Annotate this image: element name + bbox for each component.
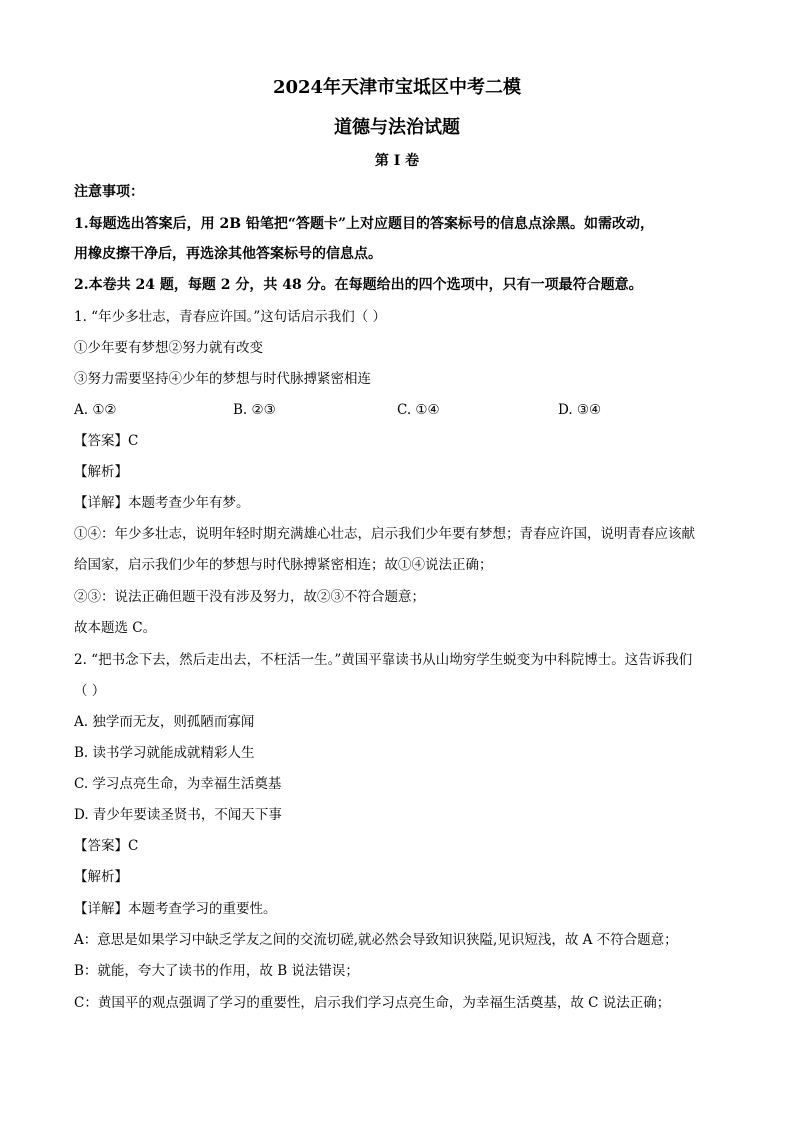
notice-item-2: 2.本卷共 24 题，每题 2 分，共 48 分。在每题给出的四个选项中，只有一项最符合题意。 — [74, 277, 643, 293]
q1-answer: 【答案】C — [74, 433, 139, 449]
q2-explanation-c: C：黄国平的观点强调了学习的重要性，启示我们学习点亮生命，为幸福生活奠基，故 C 说法正确； — [74, 995, 671, 1011]
q2-option-a: A. 独学而无友，则孤陋而寡闻 — [74, 714, 255, 730]
q1-stem: 1. “年少多壮志，青春应许国。”这句话启示我们（ ） — [74, 309, 387, 325]
q1-option-b: B. ②③ — [233, 402, 276, 418]
q1-statements-1: ①少年要有梦想②努力就有改变 — [74, 340, 263, 356]
q1-conclusion: 故本题选 C。 — [74, 620, 157, 636]
q2-explanation-b: B：就能，夸大了读书的作用，故 B 说法错误； — [74, 963, 359, 979]
q2-explanation-a: A：意思是如果学习中缺乏学友之间的交流切磋,就必然会导致知识狭隘,见识短浅，故 A 不符合题意； — [74, 932, 678, 948]
volume-label: 第 I 卷 — [374, 153, 420, 169]
q1-statements-2: ③努力需要坚持④少年的梦想与时代脉搏紧密相连 — [74, 371, 371, 387]
q1-option-d: D. ③④ — [558, 402, 602, 418]
q1-explanation-1-line-1: ①④：年少多壮志，说明年轻时期充满雄心壮志，启示我们少年要有梦想；青春应许国，说明青春应该献 — [74, 526, 695, 542]
q1-explanation-1-line-2: 给国家，启示我们少年的梦想与时代脉搏紧密相连；故①④说法正确； — [74, 557, 493, 573]
notice-heading: 注意事项： — [74, 184, 144, 200]
q1-option-a: A. ①② — [74, 402, 117, 418]
q2-detail: 【详解】本题考查学习的重要性。 — [74, 901, 277, 917]
exam-subtitle: 道德与法治试题 — [334, 117, 460, 138]
q2-option-b: B. 读书学习就能成就精彩人生 — [74, 745, 255, 761]
exam-title: 2024年天津市宝坻区中考二模 — [272, 77, 522, 98]
q2-answer: 【答案】C — [74, 838, 139, 854]
q1-analysis-label: 【解析】 — [74, 464, 128, 480]
q2-option-d: D. 青少年要读圣贤书，不闻天下事 — [74, 807, 282, 823]
q2-stem-line-2: （ ） — [74, 683, 106, 699]
q2-analysis-label: 【解析】 — [74, 869, 128, 885]
q2-stem-line-1: 2. “把书念下去，然后走出去，不枉活一生。”黄国平靠读书从山坳穷学生蜕变为中科院博士。这告诉我们 — [74, 652, 693, 668]
q1-detail: 【详解】本题考查少年有梦。 — [74, 495, 250, 511]
q1-explanation-2: ②③：说法正确但题干没有涉及努力，故②③不符合题意； — [74, 589, 425, 605]
q1-option-c: C. ①④ — [397, 402, 440, 418]
notice-item-1-line-2: 用橡皮擦干净后，再选涂其他答案标号的信息点。 — [74, 246, 382, 262]
notice-item-1-line-1: 1.每题选出答案后，用 2B 铅笔把“答题卡”上对应题目的答案标号的信息点涂黑。如需改动， — [74, 216, 655, 232]
q2-option-c: C. 学习点亮生命，为幸福生活奠基 — [74, 776, 282, 792]
